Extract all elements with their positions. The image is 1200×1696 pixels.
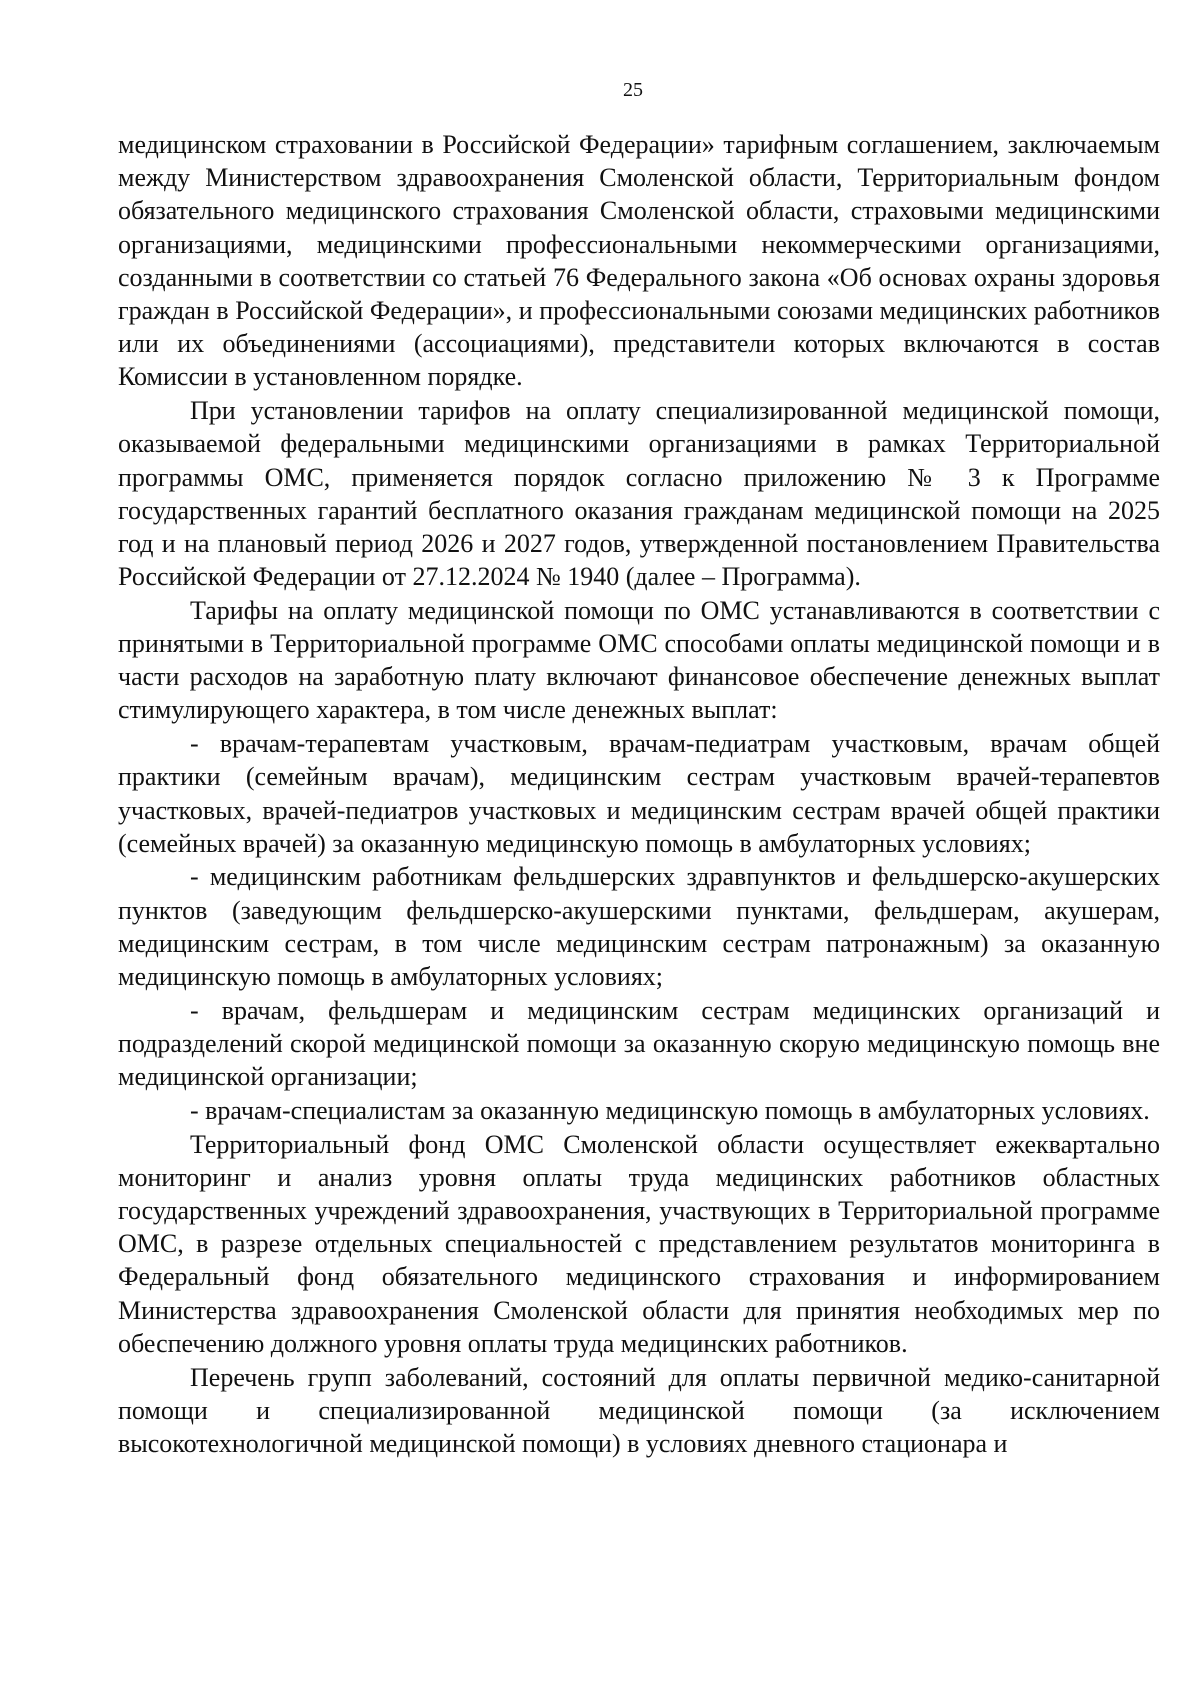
paragraph-tariffs-oms: Тарифы на оплату медицинской помощи по ОМС устанавливаются в соответствии с принятыми в Территориальной программе ОМС способами оплаты медицинской помощи и в части расходов на заработную плату включают финансовое обеспечение денежных выплат стимулирующего характера, в том числе денежных выплат: — [118, 595, 1160, 725]
page-number: 25 — [623, 79, 643, 101]
list-item-emergency-care: - врачам, фельдшерам и медицинским сестрам медицинских организаций и подразделений скорой медицинской помощи за оказанную скорую медицинскую помощь вне медицинской организации; — [118, 995, 1160, 1092]
list-item-feldsher-points: - медицинским работникам фельдшерских здравпунктов и фельдшерско-акушерских пунктов (заведующим фельдшерско-акушерскими пунктами, фельдшерам, акушерам, медицинским сестрам, в том числе медицинским сестрам патронажным) за оказанную медицинскую помощь в амбулаторных условиях; — [118, 862, 1160, 992]
paragraph-disease-groups: Перечень групп заболеваний, состояний для оплаты первичной медико-санитарной помощи и специализированной медицинской помощи (за исключением высокотехнологичной медицинской помощи) в условиях дневного стационара и — [118, 1362, 1160, 1458]
paragraph-monitoring: Территориальный фонд ОМС Смоленской области осуществляет ежеквартально мониторинг и анализ уровня оплаты труда медицинских работников областных государственных учреждений здравоохранения, участвующих в Территориальной программе ОМС, в разрезе отдельных специальностей с представлением результатов мониторинга в Федеральный фонд обязательного медицинского страхования и информированием Министерства здравоохранения Смоленской области для принятия необходимых мер по обеспечению должного уровня оплаты труда медицинских работников. — [118, 1129, 1160, 1358]
list-item-specialists: - врачам-специалистам за оказанную медицинскую помощь в амбулаторных условиях. — [190, 1095, 1150, 1125]
paragraph-continuation: медицинском страховании в Российской Федерации» тарифным соглашением, заключаемым между Министерством здравоохранения Смоленской области, Территориальным фондом обязательного медицинского страхования Смоленской области, страховыми медицинскими организациями, медицинскими профессиональными некоммерческими организациями, созданными в соответствии со статьей 76 Федерального закона «Об основах охраны здоровья граждан в Российской Федерации», и профессиональными союзами медицинских работников или их объединениями (ассоциациями), представители которых включаются в состав Комиссии в установленном порядке. — [118, 130, 1160, 392]
list-item-district-doctors: - врачам-терапевтам участковым, врачам-педиатрам участковым, врачам общей практики (семейным врачам), медицинским сестрам участковым врачей-терапевтов участковых, врачей-педиатров участковых и медицинским сестрам врачей общей практики (семейных врачей) за оказанную медицинскую помощь в амбулаторных условиях; — [118, 729, 1160, 858]
paragraph-tariffs-federal: При установлении тарифов на оплату специализированной медицинской помощи, оказываемой федеральными медицинскими организациями в рамках Территориальной программы ОМС, применяется порядок согласно приложению № 3 к Программе государственных гарантий бесплатного оказания гражданам медицинской помощи на 2025 год и на плановый период 2026 и 2027 годов, утвержденной постановлением Правительства Российской Федерации от 27.12.2024 № 1940 (далее – Программа). — [118, 396, 1160, 592]
document-body — [118, 128, 1160, 1460]
